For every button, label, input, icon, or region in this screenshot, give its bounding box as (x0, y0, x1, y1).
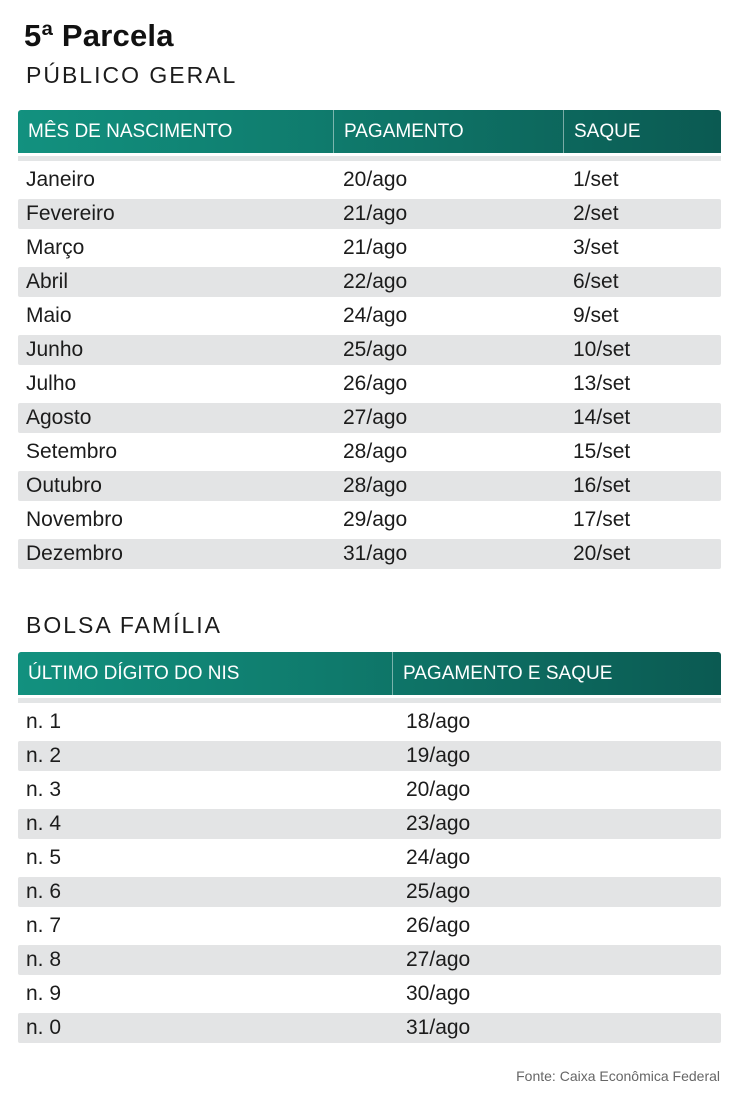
table-cell: 26/ago (406, 914, 471, 937)
table-cell: Abril (26, 270, 69, 293)
table-cell: 21/ago (343, 236, 408, 259)
table-cell: 13/set (573, 372, 631, 395)
table-cell: 20/ago (343, 168, 408, 191)
table-cell: n. 0 (26, 1016, 62, 1039)
column-header-digito: ÚLTIMO DÍGITO DO NIS (18, 652, 393, 695)
bolsa-familia-table (18, 652, 721, 1043)
table-row (18, 707, 721, 737)
table-cell: n. 1 (26, 710, 62, 733)
table-row (18, 809, 721, 839)
table-row (18, 539, 721, 569)
table-cell: n. 6 (26, 880, 62, 903)
table-cell: 31/ago (343, 542, 408, 565)
table-cell: 19/ago (406, 744, 471, 767)
table-cell: Agosto (26, 406, 92, 429)
table-row (18, 1013, 721, 1043)
table-row (18, 403, 721, 433)
table-row (18, 911, 721, 941)
table-header (18, 110, 721, 153)
table-cell: n. 5 (26, 846, 62, 869)
table-cell: 24/ago (406, 846, 471, 869)
table-cell: 27/ago (343, 406, 408, 429)
table-cell: 28/ago (343, 474, 408, 497)
source-credit: Fonte: Caixa Econômica Federal (516, 1068, 720, 1084)
table-cell: 29/ago (343, 508, 408, 531)
table-body (18, 707, 721, 1043)
table-cell: Novembro (26, 508, 123, 531)
table-cell: n. 2 (26, 744, 62, 767)
column-header-pagamento: PAGAMENTO (334, 110, 564, 153)
table-cell: Dezembro (26, 542, 123, 565)
table-cell: Outubro (26, 474, 102, 497)
table-row (18, 369, 721, 399)
table-row (18, 877, 721, 907)
table-row (18, 267, 721, 297)
publico-geral-table (18, 110, 721, 569)
table-cell: 9/set (573, 304, 619, 327)
table-cell: n. 7 (26, 914, 62, 937)
table-row (18, 741, 721, 771)
table-cell: Março (26, 236, 85, 259)
table-cell: 22/ago (343, 270, 408, 293)
table-cell: Maio (26, 304, 72, 327)
table-cell: 14/set (573, 406, 631, 429)
table-row (18, 301, 721, 331)
table-cell: n. 4 (26, 812, 62, 835)
table-row (18, 335, 721, 365)
table-row (18, 979, 721, 1009)
table-cell: n. 8 (26, 948, 62, 971)
page-title: 5ª Parcela (24, 18, 174, 53)
table-cell: 28/ago (343, 440, 408, 463)
table-cell: 10/set (573, 338, 631, 361)
table-cell: 30/ago (406, 982, 471, 1005)
table-cell: 17/set (573, 508, 631, 531)
table-cell: Setembro (26, 440, 118, 463)
table-cell: 25/ago (343, 338, 408, 361)
table-cell: 23/ago (406, 812, 471, 835)
table-cell: 27/ago (406, 948, 471, 971)
table-cell: 6/set (573, 270, 619, 293)
table-cell: 31/ago (406, 1016, 471, 1039)
table-body (18, 165, 721, 569)
table-cell: 15/set (573, 440, 631, 463)
table-cell: 25/ago (406, 880, 471, 903)
header-divider (18, 156, 721, 161)
table-cell: n. 3 (26, 778, 62, 801)
table-cell: 3/set (573, 236, 619, 259)
table-row (18, 775, 721, 805)
table-cell: 21/ago (343, 202, 408, 225)
table-cell: 1/set (573, 168, 619, 191)
table-cell: 2/set (573, 202, 619, 225)
table-row (18, 199, 721, 229)
table-row (18, 471, 721, 501)
table-cell: 24/ago (343, 304, 408, 327)
table-cell: Fevereiro (26, 202, 115, 225)
table-row (18, 233, 721, 263)
publico-geral-label: PÚBLICO GERAL (26, 62, 238, 88)
bolsa-familia-label: BOLSA FAMÍLIA (26, 612, 223, 638)
table-cell: 26/ago (343, 372, 408, 395)
table-cell: Julho (26, 372, 77, 395)
table-cell: 20/ago (406, 778, 471, 801)
table-row (18, 843, 721, 873)
table-cell: 16/set (573, 474, 631, 497)
table-cell: 20/set (573, 542, 631, 565)
column-header-mes: MÊS DE NASCIMENTO (18, 110, 334, 153)
table-cell: Junho (26, 338, 84, 361)
table-header (18, 652, 721, 695)
column-header-saque: SAQUE (574, 120, 641, 142)
table-row (18, 945, 721, 975)
table-cell: 18/ago (406, 710, 471, 733)
table-row (18, 505, 721, 535)
table-row (18, 437, 721, 467)
table-cell: n. 9 (26, 982, 62, 1005)
header-divider (18, 698, 721, 703)
column-header-pagamento-saque: PAGAMENTO E SAQUE (403, 662, 613, 684)
table-cell: Janeiro (26, 168, 95, 191)
table-row (18, 165, 721, 195)
